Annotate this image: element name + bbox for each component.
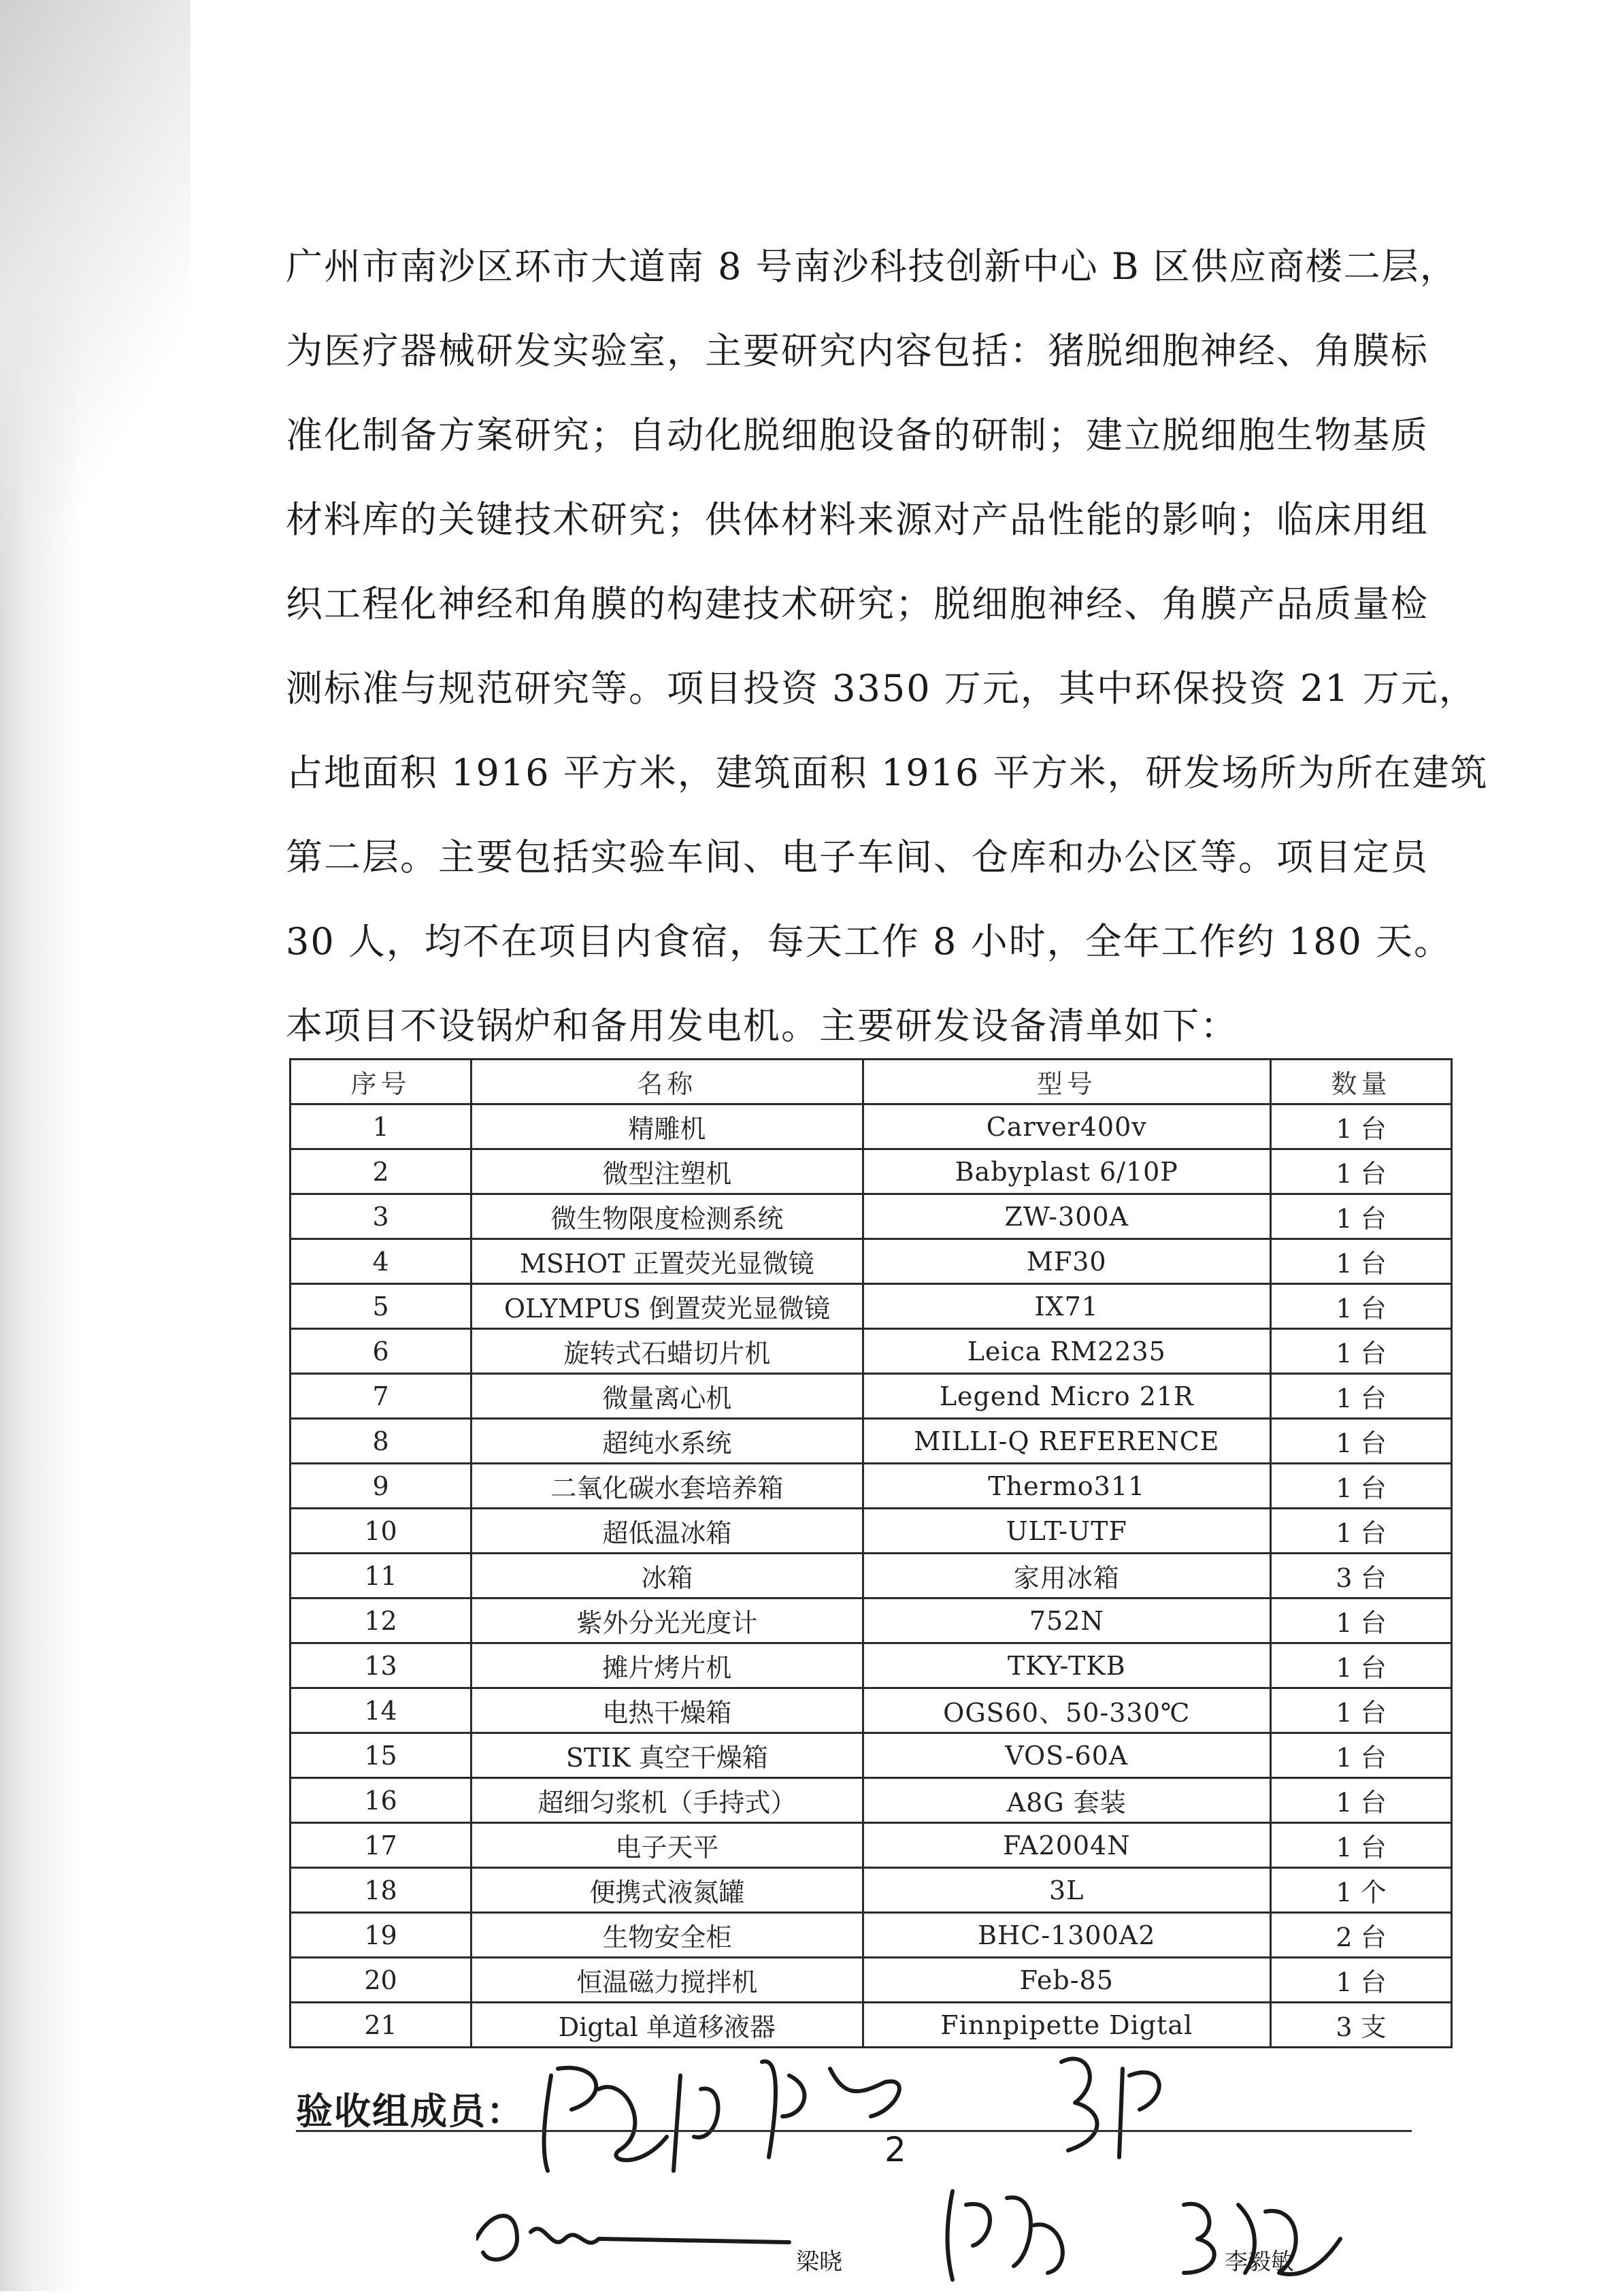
cell-seq: 2 (291, 1149, 471, 1194)
cell-model: 家用冰箱 (863, 1554, 1270, 1598)
header-model: 型号 (863, 1060, 1270, 1104)
header-qty: 数量 (1270, 1060, 1451, 1104)
cell-name: 微量离心机 (471, 1374, 863, 1419)
table-row (291, 1374, 1452, 1419)
cell-name: STIK 真空干燥箱 (471, 1733, 863, 1778)
cell-name: 精雕机 (471, 1104, 863, 1149)
cell-seq: 9 (291, 1464, 471, 1509)
body-line: 测标准与规范研究等。项目投资 3350 万元，其中环保投资 21 万元， (286, 667, 1477, 710)
cell-name: 二氧化碳水套培养箱 (471, 1464, 863, 1509)
cell-name: MSHOT 正置荧光显微镜 (471, 1239, 863, 1284)
cell-model: Feb-85 (863, 1958, 1270, 2003)
body-line: 本项目不设锅炉和备用发电机。主要研发设备清单如下： (286, 1004, 1238, 1047)
cell-name: 电子天平 (471, 1823, 863, 1868)
table-row (291, 1149, 1452, 1194)
cell-model: ZW-300A (863, 1194, 1270, 1239)
cell-name: 恒温磁力搅拌机 (471, 1958, 863, 2003)
cell-model: TKY-TKB (863, 1643, 1270, 1688)
cell-seq: 21 (291, 2003, 471, 2048)
cell-name: 微生物限度检测系统 (471, 1194, 863, 1239)
cell-name: OLYMPUS 倒置荧光显微镜 (471, 1284, 863, 1329)
cell-seq: 15 (291, 1733, 471, 1778)
table-header-row (291, 1060, 1452, 1104)
cell-qty: 2 台 (1270, 1913, 1451, 1958)
cell-name: 冰箱 (471, 1554, 863, 1598)
cell-name: 超细匀浆机（手持式） (471, 1778, 863, 1823)
signature-scribbles (476, 2035, 1429, 2293)
cell-seq: 19 (291, 1913, 471, 1958)
body-line: 准化制备方案研究；自动化脱细胞设备的研制；建立脱细胞生物基质 (286, 414, 1429, 457)
table-row (291, 1733, 1452, 1778)
body-line: 织工程化神经和角膜的构建技术研究；脱细胞神经、角膜产品质量检 (286, 583, 1429, 625)
table-row (291, 1958, 1452, 2003)
body-line: 广州市南沙区环市大道南 8 号南沙科技创新中心 B 区供应商楼二层， (286, 245, 1458, 288)
cell-name: Digtal 单道移液器 (471, 2003, 863, 2048)
cell-qty: 1 台 (1270, 1374, 1451, 1419)
cell-seq: 6 (291, 1329, 471, 1374)
body-line: 占地面积 1916 平方米，建筑面积 1916 平方米，研发场所为所在建筑 (286, 751, 1489, 794)
table-row (291, 1329, 1452, 1374)
page-number: 2 (884, 2130, 906, 2169)
cell-seq: 12 (291, 1598, 471, 1643)
table-row (291, 1868, 1452, 1913)
header-seq: 序号 (291, 1060, 471, 1104)
cell-name: 电热干燥箱 (471, 1688, 863, 1733)
table-row (291, 1509, 1452, 1554)
cell-seq: 4 (291, 1239, 471, 1284)
cell-model: 752N (863, 1598, 1270, 1643)
cell-model: Leica RM2235 (863, 1329, 1270, 1374)
cell-seq: 7 (291, 1374, 471, 1419)
body-line: 为医疗器械研发实验室，主要研究内容包括：猪脱细胞神经、角膜标 (286, 329, 1429, 372)
cell-model: FA2004N (863, 1823, 1270, 1868)
table-row (291, 1823, 1452, 1868)
cell-seq: 17 (291, 1823, 471, 1868)
cell-model: MILLI-Q REFERENCE (863, 1419, 1270, 1464)
table-row (291, 1913, 1452, 1958)
signature-line (296, 2130, 1412, 2132)
cell-name: 便携式液氮罐 (471, 1868, 863, 1913)
cell-seq: 18 (291, 1868, 471, 1913)
acceptance-team-label: 验收组成员： (296, 2089, 525, 2133)
body-line: 材料库的关键技术研究；供体材料来源对产品性能的影响；临床用组 (286, 498, 1429, 541)
cell-qty: 1 台 (1270, 1284, 1451, 1329)
cell-qty: 1 台 (1270, 1464, 1451, 1509)
cell-qty: 1 台 (1270, 1239, 1451, 1284)
cell-model: VOS-60A (863, 1733, 1270, 1778)
cell-seq: 14 (291, 1688, 471, 1733)
cell-name: 紫外分光光度计 (471, 1598, 863, 1643)
cell-model: A8G 套装 (863, 1778, 1270, 1823)
table-row (291, 1778, 1452, 1823)
cell-model: ULT-UTF (863, 1509, 1270, 1554)
cell-qty: 1 台 (1270, 1823, 1451, 1868)
body-line: 第二层。主要包括实验车间、电子车间、仓库和办公区等。项目定员 (286, 836, 1429, 879)
cell-seq: 20 (291, 1958, 471, 2003)
cell-qty: 3 支 (1270, 2003, 1451, 2048)
cell-name: 超纯水系统 (471, 1419, 863, 1464)
cell-model: OGS60、50-330℃ (863, 1688, 1270, 1733)
equipment-table (289, 1058, 1453, 2048)
cell-seq: 8 (291, 1419, 471, 1464)
cell-model: BHC-1300A2 (863, 1913, 1270, 1958)
cell-qty: 1 台 (1270, 1778, 1451, 1823)
header-name: 名称 (471, 1060, 863, 1104)
cell-qty: 1 台 (1270, 1149, 1451, 1194)
cell-qty: 1 台 (1270, 1598, 1451, 1643)
cell-name: 超低温冰箱 (471, 1509, 863, 1554)
cell-qty: 3 台 (1270, 1554, 1451, 1598)
cell-qty: 1 台 (1270, 1329, 1451, 1374)
cell-qty: 1 台 (1270, 1733, 1451, 1778)
cell-qty: 1 台 (1270, 1958, 1451, 2003)
cell-name: 摊片烤片机 (471, 1643, 863, 1688)
cell-model: Legend Micro 21R (863, 1374, 1270, 1419)
cell-qty: 1 台 (1270, 1194, 1451, 1239)
scan-fold-shadow (0, 0, 191, 612)
cell-seq: 5 (291, 1284, 471, 1329)
cell-seq: 10 (291, 1509, 471, 1554)
cell-qty: 1 台 (1270, 1509, 1451, 1554)
cell-name: 微型注塑机 (471, 1149, 863, 1194)
table-row (291, 1598, 1452, 1643)
table-row (291, 1464, 1452, 1509)
cell-model: Finnpipette Digtal (863, 2003, 1270, 2048)
cell-qty: 1 台 (1270, 1643, 1451, 1688)
cell-name: 生物安全柜 (471, 1913, 863, 1958)
cell-seq: 3 (291, 1194, 471, 1239)
signature-name: 梁晓 (796, 2248, 842, 2276)
signature-name: 李毅敏 (1225, 2248, 1294, 2276)
body-line: 30 人，均不在项目内食宿，每天工作 8 小时，全年工作约 180 天。 (286, 920, 1452, 963)
equipment-table-body (291, 1104, 1452, 2048)
cell-model: Thermo311 (863, 1464, 1270, 1509)
cell-model: 3L (863, 1868, 1270, 1913)
cell-qty: 1 个 (1270, 1868, 1451, 1913)
cell-seq: 16 (291, 1778, 471, 1823)
cell-seq: 11 (291, 1554, 471, 1598)
cell-seq: 1 (291, 1104, 471, 1149)
table-row (291, 1643, 1452, 1688)
table-row (291, 1554, 1452, 1598)
table-row (291, 1688, 1452, 1733)
cell-model: Babyplast 6/10P (863, 1149, 1270, 1194)
cell-model: IX71 (863, 1284, 1270, 1329)
cell-model: MF30 (863, 1239, 1270, 1284)
cell-qty: 1 台 (1270, 1688, 1451, 1733)
table-row (291, 1419, 1452, 1464)
cell-name: 旋转式石蜡切片机 (471, 1329, 863, 1374)
page-body (286, 225, 1489, 1068)
cell-model: Carver400v (863, 1104, 1270, 1149)
table-row (291, 1284, 1452, 1329)
cell-qty: 1 台 (1270, 1104, 1451, 1149)
table-row (291, 1194, 1452, 1239)
table-row (291, 1104, 1452, 1149)
handwritten-signatures (476, 2035, 1429, 2296)
table-row (291, 1239, 1452, 1284)
cell-qty: 1 台 (1270, 1419, 1451, 1464)
body-paragraph (286, 225, 1489, 1068)
cell-seq: 13 (291, 1643, 471, 1688)
